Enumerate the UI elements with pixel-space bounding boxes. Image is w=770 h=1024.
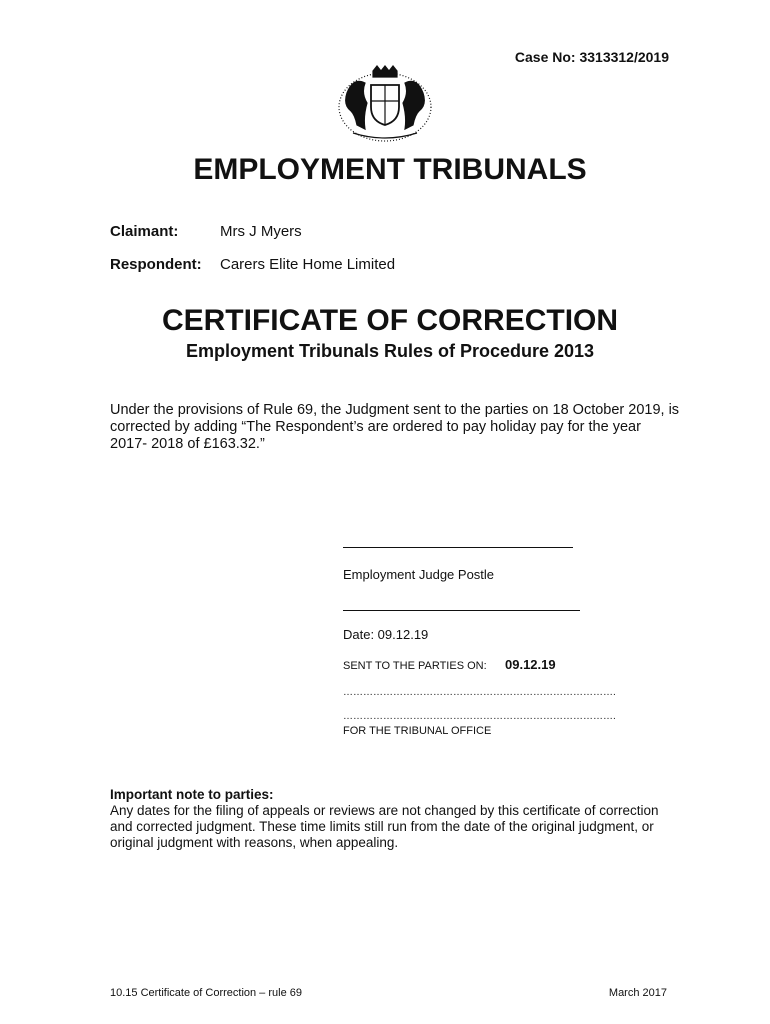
dotted-line-1: ………………………………………………………………………. bbox=[343, 687, 616, 698]
claimant-label: Claimant: bbox=[110, 223, 179, 240]
certificate-body: Under the provisions of Rule 69, the Judgment sent to the parties on 18 October 2019, is corrected by adding “The Respondent’s are ordered to pay holiday pay for the year 2017- 2018 of £163.32.” bbox=[110, 402, 680, 452]
royal-coat-of-arms-icon bbox=[333, 63, 437, 143]
judge-name: Employment Judge Postle bbox=[343, 567, 495, 582]
certificate-title: CERTIFICATE OF CORRECTION bbox=[161, 304, 619, 337]
signature-date: Date: 09.12.19 bbox=[343, 627, 429, 642]
date-signature-line bbox=[343, 610, 580, 611]
note-title: Important note to parties: bbox=[110, 787, 274, 802]
dotted-line-2: ………………………………………………………………………. bbox=[343, 711, 616, 722]
claimant-value: Mrs J Myers bbox=[220, 223, 302, 240]
tribunal-office-label: FOR THE TRIBUNAL OFFICE bbox=[343, 725, 492, 737]
footer-date: March 2017 bbox=[608, 987, 667, 999]
footer-form-reference: 10.15 Certificate of Correction – rule 69 bbox=[110, 987, 302, 999]
sent-to-parties-label: SENT TO THE PARTIES ON: bbox=[343, 660, 487, 672]
note-text: Any dates for the filing of appeals or reviews are not changed by this certificate of correction and corrected judgment. These time limits still run from the date of the original judgment, or original judgment with reasons, when appealing. bbox=[110, 803, 659, 850]
page-title: EMPLOYMENT TRIBUNALS bbox=[193, 153, 587, 186]
judge-signature-line bbox=[343, 547, 573, 548]
respondent-label: Respondent: bbox=[110, 256, 202, 273]
sent-to-parties-date: 09.12.19 bbox=[505, 657, 556, 672]
case-number: Case No: 3313312/2019 bbox=[514, 49, 669, 65]
respondent-value: Carers Elite Home Limited bbox=[220, 256, 396, 273]
certificate-subtitle: Employment Tribunals Rules of Procedure 2013 bbox=[185, 341, 595, 361]
